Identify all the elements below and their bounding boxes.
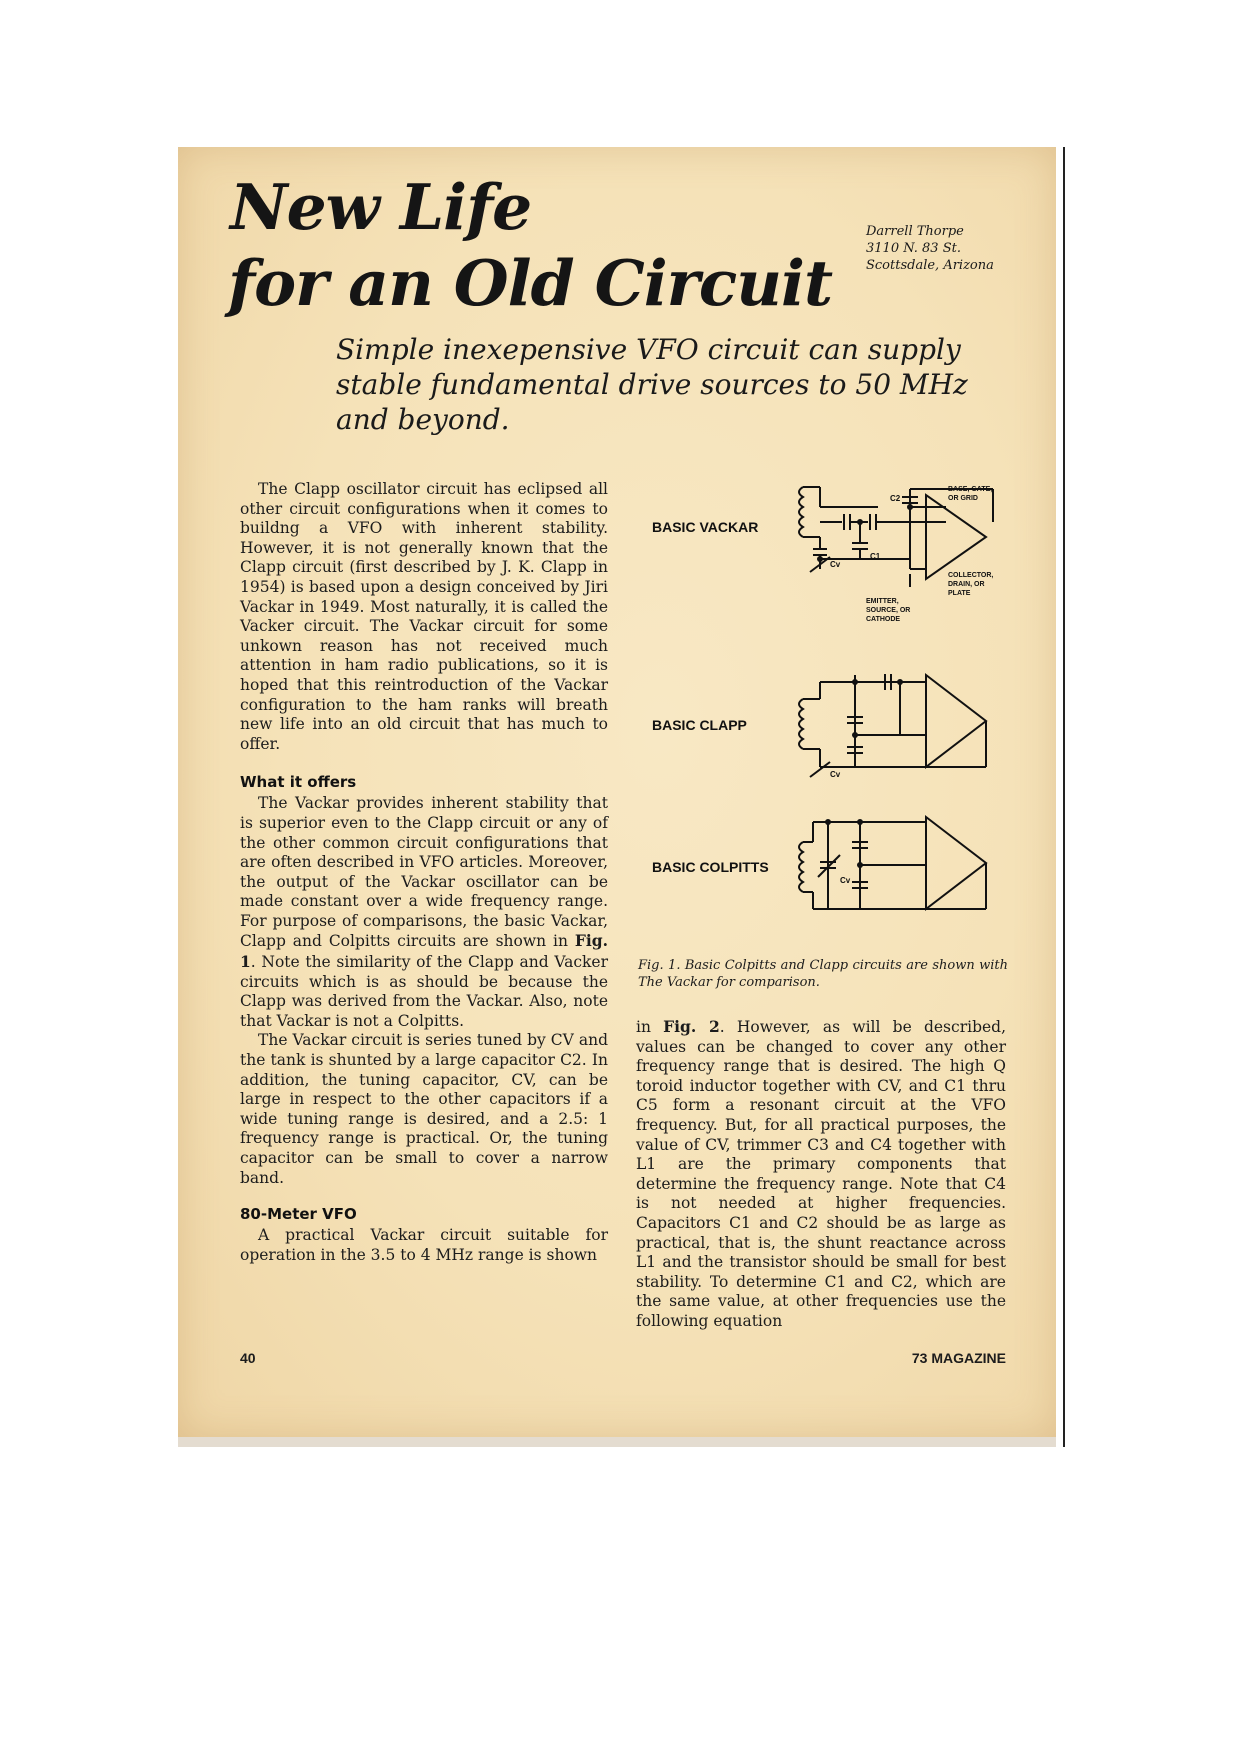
label-basic-colpitts: BASIC COLPITTS bbox=[652, 859, 769, 875]
label-base-2: OR GRID bbox=[948, 495, 978, 502]
label-base-1: BASE, GATE, bbox=[948, 486, 993, 493]
magazine-name: 73 MAGAZINE bbox=[911, 1350, 1006, 1366]
vackar-inductor-icon bbox=[799, 487, 803, 537]
offers-text-b: . Note the similarity of the Clapp and Vacker circuits which is as should be because the Clapp was derived from the Vackar. Also, note that Vackar is not a Colpitts. bbox=[240, 953, 608, 1030]
colpitts-amplifier-icon bbox=[926, 817, 986, 909]
label-emitter-2: SOURCE, OR bbox=[866, 607, 911, 614]
label-cv-colpitts: Cv bbox=[840, 876, 851, 885]
heading-what-it-offers: What it offers bbox=[240, 773, 357, 792]
offers-text-a: The Vackar provides inherent stability that is superior even to the Clapp circuit or any of the other common circuit configurations that are often described in VFO articles. Moreover, the output of the Vackar oscillator can be made constant over a wide frequency range. For purpose of comparisons, the basic Vackar, Clapp and Colpitts circuits are shown in bbox=[240, 794, 608, 951]
circuit-diagrams bbox=[648, 477, 1008, 967]
title-line-1: New Life bbox=[230, 170, 532, 244]
label-collector-3: PLATE bbox=[948, 590, 971, 597]
label-collector-2: DRAIN, OR bbox=[948, 581, 985, 588]
colpitts-inductor-icon bbox=[799, 842, 803, 892]
offers-paragraph-1 bbox=[240, 794, 608, 1031]
offers-paragraph-2: The Vackar circuit is series tuned by CV and the tank is shunted by a large capacitor C2. In addition, the tuning capacitor, CV, can be large in respect to the other capacitors if a wide tuning range is desired, and a 2.5: 1 frequency range is practical. Or, the tuning capacitor can be small to cover a narrow band. bbox=[240, 1031, 608, 1187]
intro-paragraph: The Clapp oscillator circuit has eclipsed all other circuit configurations when it comes to buildng a VFO with inherent stability. However, it is not generally known that the Clapp circuit (first described by J. K. Clapp in 1954) is based upon a design conceived by Jiri Vackar in 1949. Most naturally, it is called the Vacker circuit. The Vackar circuit for some unkown reason has not received much attention in ham radio publications, so it is hoped that this reintroduction of the Vackar configuration to the ham ranks will breath new life into an old circuit that has much to offer. bbox=[240, 480, 608, 753]
clapp-inductor-icon bbox=[799, 699, 803, 749]
heading-80-meter-vfo: 80-Meter VFO bbox=[240, 1205, 357, 1224]
right-text-post: . However, as will be described, values can be changed to cover any other frequency range that is desired. The high Q toroid inductor together with CV, and C1 thru C5 form a resonant circuit at the VFO frequency. But, for all practical purposes, the value of CV, trimmer C3 and C4 together with L1 are the primary components that determine the frequency range. Note that C4 is not needed at higher frequencies. Capacitors C1 and C2 should be as large as practical, that is, the shunt reactance across L1 and the transistor should be small for best stability. To determine C1 and C2, which are the same value, at other frequencies use the following equation bbox=[636, 1018, 1007, 1330]
vfo-paragraph: A practical Vackar circuit suitable for operation in the 3.5 to 4 MHz range is shown bbox=[240, 1226, 608, 1264]
scan-edge-line bbox=[1063, 147, 1065, 1447]
author-city: Scottsdale, Arizona bbox=[866, 258, 994, 273]
label-collector-1: COLLECTOR, bbox=[948, 572, 994, 579]
right-paragraph bbox=[636, 1017, 1006, 1332]
clapp-amplifier-icon bbox=[926, 675, 986, 767]
author-block bbox=[866, 223, 994, 274]
figure-1 bbox=[648, 477, 1008, 967]
article-title bbox=[230, 169, 832, 321]
label-cv-vackar: Cv bbox=[830, 560, 841, 569]
label-c2: C2 bbox=[890, 494, 901, 503]
label-emitter-1: EMITTER, bbox=[866, 598, 899, 605]
fig1-reference: Fig. 1 bbox=[240, 931, 608, 972]
author-name: Darrell Thorpe bbox=[866, 224, 964, 239]
right-text-pre: in bbox=[636, 1018, 664, 1036]
title-line-2: for an Old Circuit bbox=[228, 246, 833, 320]
left-column bbox=[240, 480, 608, 1265]
right-column bbox=[636, 1017, 1006, 1332]
label-cv-clapp: Cv bbox=[830, 770, 841, 779]
fig2-reference: Fig. 2 bbox=[663, 1017, 720, 1036]
label-basic-vackar: BASIC VACKAR bbox=[652, 519, 759, 535]
figure-caption: Fig. 1. Basic Colpitts and Clapp circuits are shown with The Vackar for comparison. bbox=[638, 958, 1008, 990]
page-bottom-edge bbox=[178, 1437, 1056, 1447]
author-address: 3110 N. 83 St. bbox=[866, 241, 961, 256]
label-emitter-3: CATHODE bbox=[866, 616, 901, 623]
article-subtitle: Simple inexepensive VFO circuit can supply stable fundamental drive sources to 50 MHz and beyond. bbox=[336, 333, 968, 436]
magazine-page bbox=[178, 147, 1056, 1437]
label-c1: C1 bbox=[870, 552, 881, 561]
page-number: 40 bbox=[240, 1350, 256, 1366]
label-basic-clapp: BASIC CLAPP bbox=[652, 717, 747, 733]
